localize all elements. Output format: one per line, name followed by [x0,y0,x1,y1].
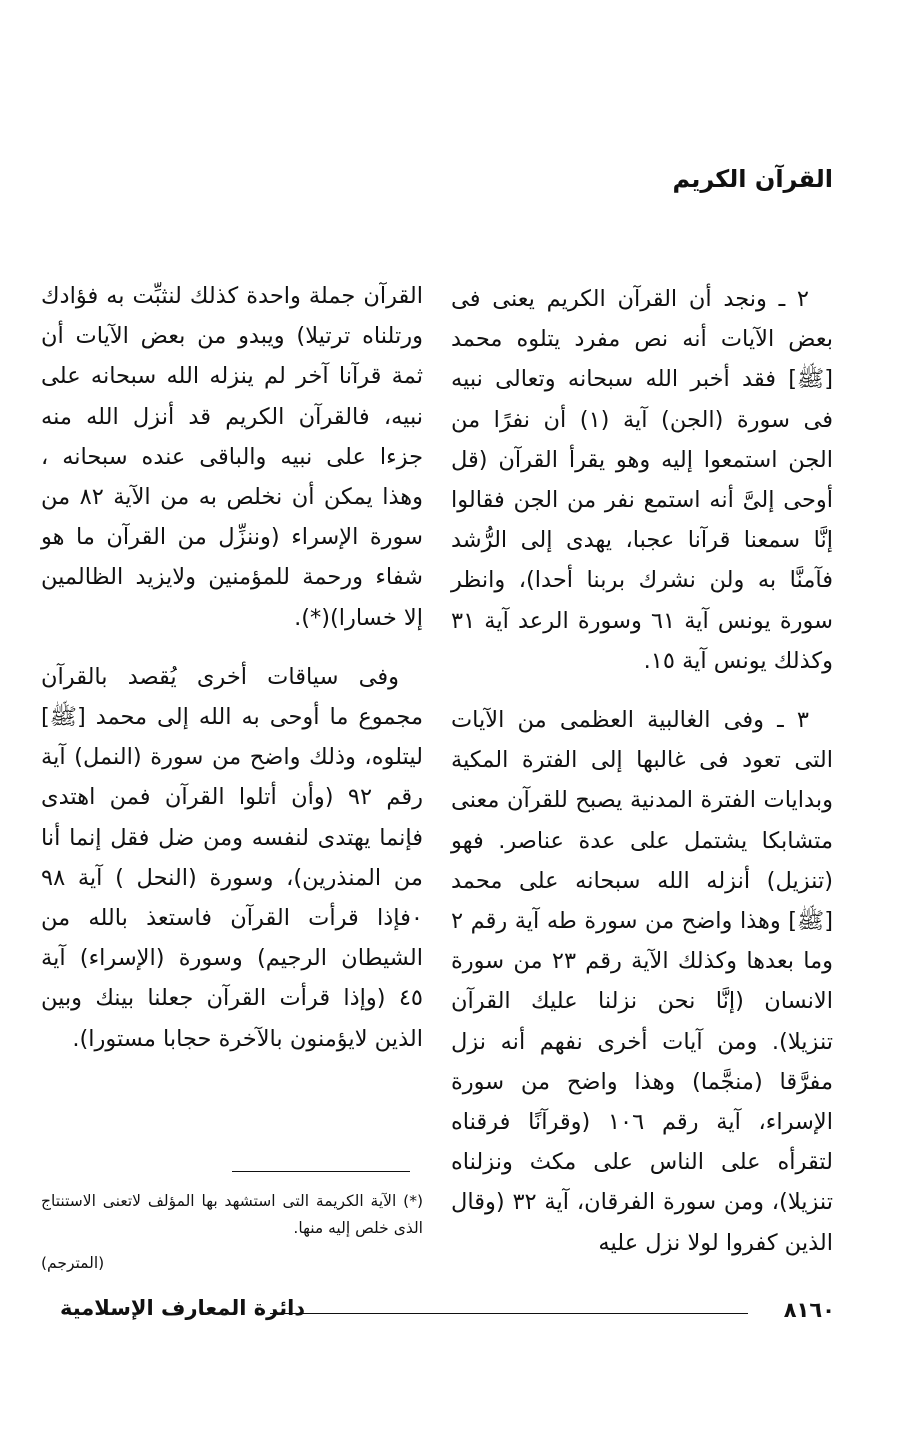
running-title: القرآن الكريم [672,165,833,193]
paragraph-other-contexts: وفى سياقات أخرى يُقصد بالقرآن مجموع ما أوحى به الله إلى محمد [ﷺ] ليتلوه، وذلك واضح من سورة (النمل) آية رقم ٩٢ (وأن أتلوا القرآن فمن اهتدى فإنما يهتدى لنفسه ومن ضل فقل إنما أنا من المنذرين)، وسورة (النحل ) آية ٩٨ ٠فإذا قرأت القرآن فاستعذ بالله من الشيطان الرجيم) وسورة (الإسراء) آية ٤٥ (وإذا قرأت القرآن جعلنا بينك وبين الذين لايؤمنون بالآخرة حجابا مستورا). [41,663,424,1052]
page-number: ٨١٦٠ [783,1298,835,1322]
paragraph-point-3: ٣ ـ وفى الغالبية العظمى من الآيات التى تعود فى غالبها إلى الفترة المكية وبدايات الفترة المدنية يصبح للقرآن معنى متشابكا يشتمل على عدة عناصر. فهو (تنزيل) أنزله الله سبحانه على محمد [ﷺ] وهذا واضح من سورة طه آية رقم ٢ وما بعدها وكذلك الآية رقم ٢٣ من سورة الانسان (إنَّا نحن نزلنا عليك القرآن تنزيلا). ومن آيات أخرى نفهم أنه نزل مفرَّقا (منجَّما) وهذا واضح من سورة الإسراء، آية رقم ١٠٦ (وقرآنًا فرقناه لتقرأه على الناس على مكث ونزلناه تنزيلا)، ومن سورة الفرقان، آية ٣٢ (وقال الذين كفروا لولا نزل عليه [451,707,834,1256]
footnote-signature: (المترجم) [41,1254,105,1272]
right-column [451,279,833,1263]
footnote-text: (*) الآية الكريمة التى استشهد بها المؤلف لاتعنى الاستنتاج الذى خلص إليه منها. [41,1192,423,1237]
footer-rule [270,1313,748,1314]
footer-source-title: دائرة المعارف الإسلامية [60,1296,306,1320]
left-column [41,276,423,1059]
paragraph-point-2: ٢ ـ ونجد أن القرآن الكريم يعنى فى بعض الآيات أنه نص مفرد يتلوه محمد [ﷺ] فقد أخبر الله سبحانه وتعالى نبيه فى سورة (الجن) آية (١) أن نفرًا من الجن استمعوا إليه وهو يقرأ القرآن (قل أوحى إلىَّ أنه استمع نفر من الجن فقالوا إنَّا سمعنا قرآنا عجبا، يهدى إلى الرُّشد فآمنَّا به ولن نشرك بربنا أحدا)، وانظر سورة يونس آية ٦١ وسورة الرعد آية ٣١ وكذلك يونس آية ١٥. [451,286,834,674]
paragraph-continuation: القرآن جملة واحدة كذلك لنثبِّت به فؤادك ورتلناه ترتيلا) ويبدو من بعض الآيات أن ثمة قرآنا آخر لم ينزله الله سبحانه على نبيه، فالقرآن الكريم قد أنزل الله منه جزءا على نبيه والباقى عنده سبحانه ، وهذا يمكن أن نخلص به من الآية ٨٢ من سورة الإسراء (وننزِّل من القرآن ما هو شفاء ورحمة للمؤمنين ولايزيد الظالمين إلا خسارا)(*). [41,283,423,631]
footnote [41,1188,423,1277]
footnote-separator [232,1171,410,1172]
page-footer [60,1296,835,1332]
